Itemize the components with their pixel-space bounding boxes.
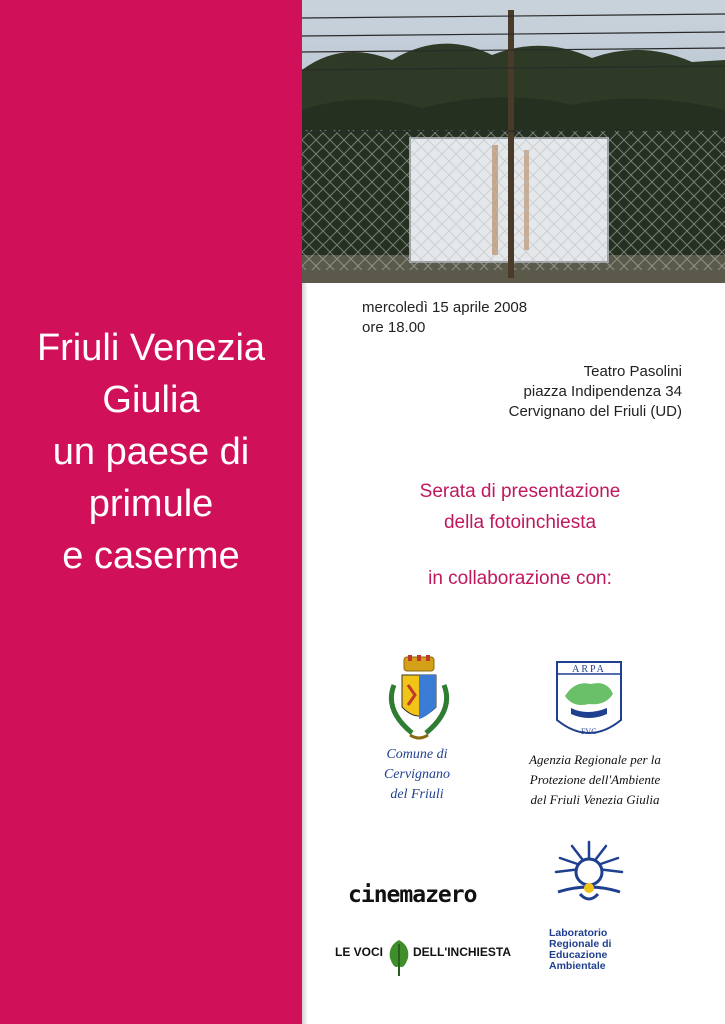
levoci-left-text: LE VOCI xyxy=(335,945,384,959)
laboratorio-caption xyxy=(549,928,611,972)
fence-photo xyxy=(302,0,725,283)
fig-leaf-icon xyxy=(386,938,412,978)
event-time: ore 18.00 xyxy=(362,319,426,336)
venue-name: Teatro Pasolini xyxy=(583,363,682,380)
le-voci-dellinchiesta-logo xyxy=(335,945,511,959)
levoci-right-text: DELL'INCHIESTA xyxy=(413,945,511,959)
title-line-1: Friuli Venezia xyxy=(36,327,266,369)
presentation-line-2: della fotoinchiesta xyxy=(443,512,597,533)
arpa-badge-bottom: FVG xyxy=(580,727,598,736)
event-datetime xyxy=(362,298,527,338)
lab-line-4: Ambientale xyxy=(549,960,606,972)
event-venue xyxy=(509,362,682,422)
laboratorio-sun-icon xyxy=(552,838,626,910)
comune-caption xyxy=(352,745,482,805)
collaboration-heading: in collaborazione con: xyxy=(428,568,612,589)
presentation-heading xyxy=(355,476,685,538)
comune-line-1: Comune di xyxy=(386,747,448,762)
arpa-line-3: del Friuli Venezia Giulia xyxy=(530,792,660,807)
title-line-2: Giulia xyxy=(102,379,200,421)
comune-crest-icon xyxy=(382,655,456,745)
venue-city: Cervignano del Friuli (UD) xyxy=(508,403,682,420)
arpa-logo-icon xyxy=(555,660,623,746)
arpa-line-1: Agenzia Regionale per la xyxy=(529,752,661,767)
comune-line-3: del Friuli xyxy=(390,787,444,802)
comune-line-2: Cervignano xyxy=(383,767,451,782)
title-line-5: e caserme xyxy=(62,535,240,577)
presentation-line-1: Serata di presentazione xyxy=(419,481,621,502)
arpa-badge-top: ARPA xyxy=(572,664,606,675)
lab-line-2: Regionale di xyxy=(549,938,612,950)
cinemazero-logo: cinemazero xyxy=(348,882,477,908)
lab-line-3: Educazione xyxy=(549,949,608,961)
arpa-caption xyxy=(500,750,690,810)
poster-title xyxy=(0,322,302,582)
arpa-line-2: Protezione dell'Ambiente xyxy=(529,772,661,787)
event-date: mercoledì 15 aprile 2008 xyxy=(362,299,528,316)
venue-address: piazza Indipendenza 34 xyxy=(523,383,682,400)
title-line-4: primule xyxy=(88,483,214,525)
title-line-3: un paese di xyxy=(52,431,250,473)
lab-line-1: Laboratorio xyxy=(549,927,608,939)
